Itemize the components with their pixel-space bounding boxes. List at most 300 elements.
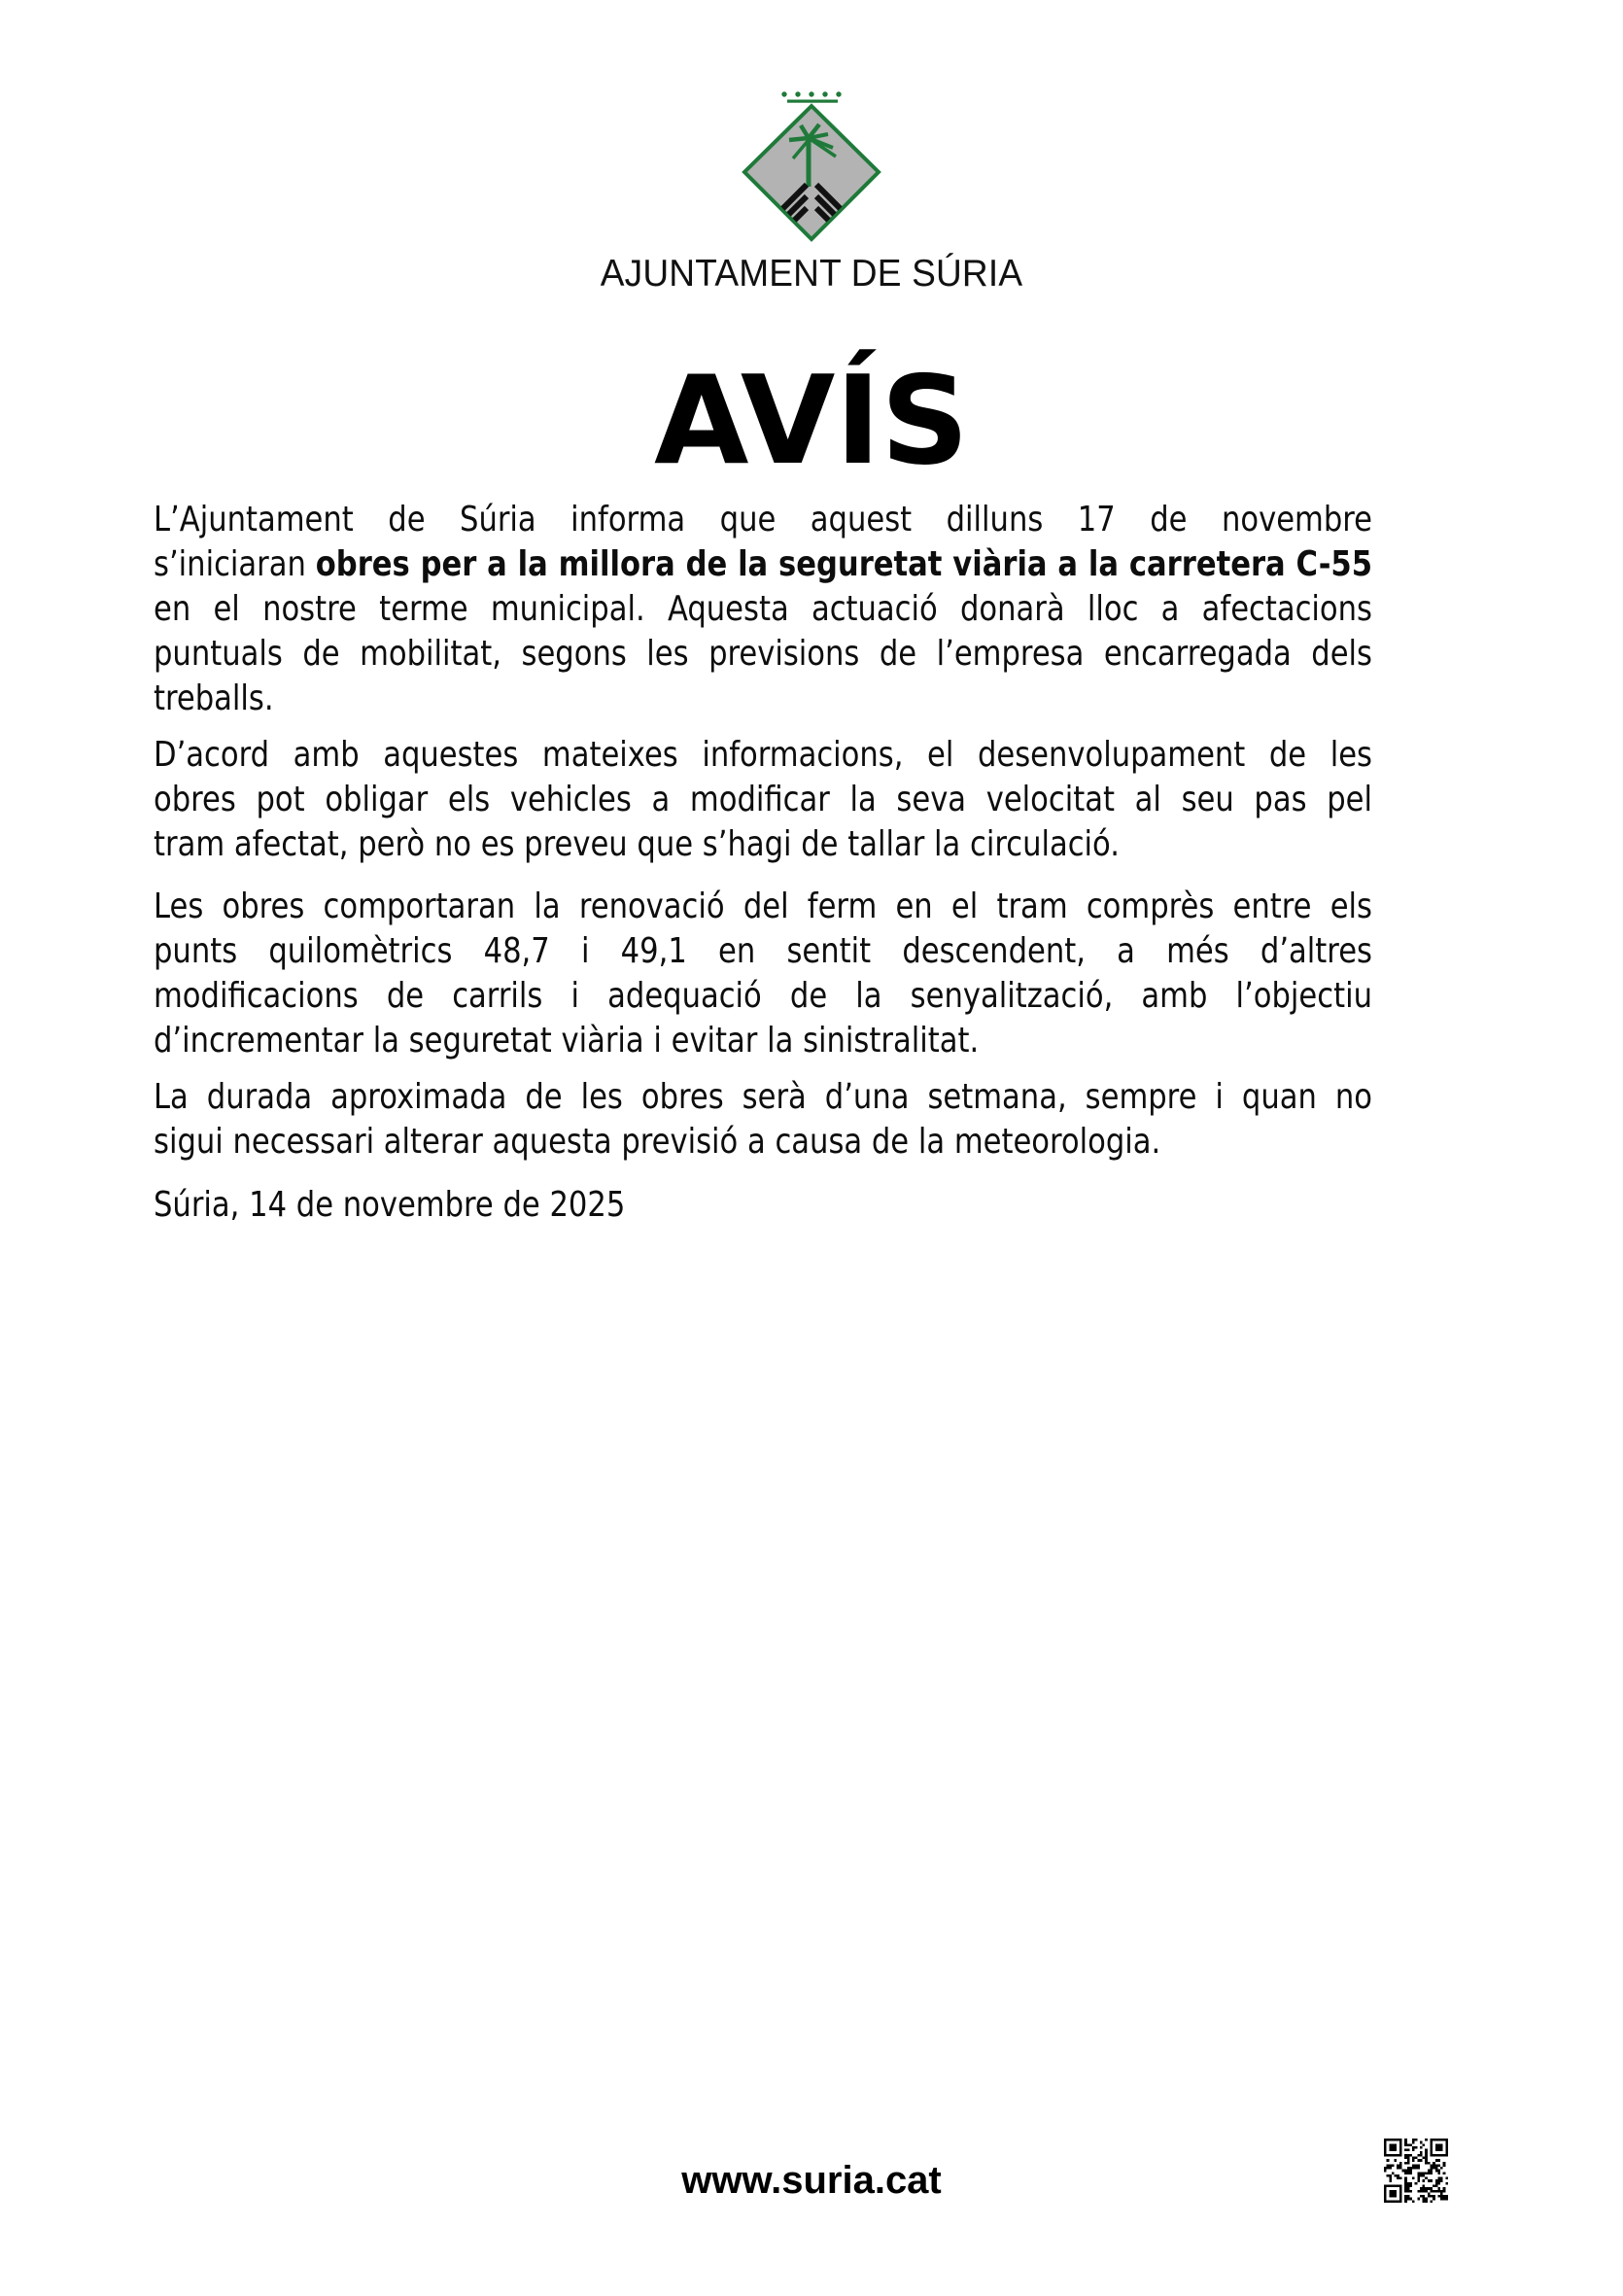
qr-module <box>1407 2159 1410 2162</box>
text-bold-highlight: obres per a la millora de la seguretat viària a la carretera C-55 <box>315 544 1372 584</box>
qr-module <box>1437 2172 1440 2174</box>
qr-module <box>1417 2167 1420 2170</box>
qr-module <box>1431 2200 1433 2203</box>
qr-module <box>1412 2139 1415 2141</box>
qr-module <box>1431 2141 1433 2144</box>
text-line: L’Ajuntament de Súria informa que aquest dilluns 17 de novembre <box>154 500 1372 539</box>
qr-module <box>1399 2177 1402 2180</box>
qr-module <box>1389 2164 1392 2167</box>
qr-module <box>1440 2177 1443 2180</box>
qr-module <box>1417 2177 1420 2180</box>
qr-module <box>1433 2185 1435 2188</box>
qr-module <box>1399 2141 1402 2144</box>
qr-module <box>1399 2192 1402 2195</box>
qr-module <box>1397 2164 1399 2167</box>
qr-module <box>1389 2143 1392 2146</box>
qr-module <box>1397 2200 1399 2203</box>
qr-module <box>1437 2159 1440 2162</box>
qr-module <box>1431 2154 1433 2157</box>
qr-module <box>1420 2141 1423 2144</box>
qr-module <box>1433 2154 1435 2157</box>
qr-module <box>1404 2170 1407 2173</box>
qr-module <box>1425 2198 1428 2201</box>
qr-module <box>1417 2164 1420 2167</box>
qr-module <box>1389 2185 1392 2188</box>
qr-module <box>1428 2179 1431 2182</box>
qr-module <box>1384 2143 1387 2146</box>
qr-module <box>1409 2190 1412 2193</box>
qr-module <box>1409 2143 1412 2146</box>
qr-module <box>1435 2154 1438 2157</box>
qr-module <box>1435 2185 1438 2188</box>
qr-module <box>1389 2167 1392 2170</box>
qr-module <box>1387 2154 1390 2157</box>
qr-module <box>1431 2151 1433 2154</box>
qr-module <box>1404 2143 1407 2146</box>
qr-module <box>1399 2162 1402 2165</box>
qr-module <box>1415 2167 1418 2170</box>
text-regular: s’iniciaran <box>154 544 306 584</box>
qr-module <box>1384 2149 1387 2152</box>
notice-title: AVÍS <box>653 349 970 492</box>
qr-module <box>1423 2198 1426 2201</box>
qr-module <box>1415 2164 1418 2167</box>
qr-module <box>1392 2154 1395 2157</box>
qr-module <box>1384 2154 1387 2157</box>
text-line: La durada aproximada de les obres serà d’una setmana, sempre i quan no <box>154 1077 1372 1117</box>
qr-module <box>1425 2162 1428 2165</box>
text-line: modificacions de carrils i adequació de la senyalització, amb l’objectiu <box>154 976 1372 1016</box>
qr-module <box>1399 2149 1402 2152</box>
paragraph-2 <box>154 733 1372 867</box>
qr-module <box>1417 2174 1420 2177</box>
qr-module <box>1443 2198 1446 2201</box>
qr-module <box>1415 2156 1418 2159</box>
qr-module <box>1417 2198 1420 2201</box>
qr-module <box>1412 2149 1415 2152</box>
qr-module <box>1420 2174 1423 2177</box>
qr-module <box>1399 2146 1402 2149</box>
qr-module <box>1445 2146 1448 2149</box>
text-line: Les obres comportaran la renovació del ferm en el tram comprès entre els <box>154 887 1372 926</box>
qr-module <box>1395 2143 1398 2146</box>
qr-module <box>1399 2151 1402 2154</box>
text-line <box>154 542 1372 587</box>
qr-module <box>1392 2149 1395 2152</box>
qr-module <box>1409 2198 1412 2201</box>
qr-module <box>1423 2187 1426 2190</box>
qr-module <box>1407 2195 1410 2198</box>
qr-module <box>1409 2182 1412 2185</box>
paragraph-1 <box>154 498 1372 721</box>
qr-module <box>1428 2170 1431 2173</box>
qr-module <box>1409 2167 1412 2170</box>
qr-module <box>1384 2192 1387 2195</box>
qr-module <box>1425 2200 1428 2203</box>
qr-module <box>1437 2187 1440 2190</box>
qr-module <box>1431 2190 1433 2193</box>
qr-module <box>1423 2190 1426 2193</box>
text-line: sigui necessari alterar aquesta previsió a causa de la meteorologia. <box>154 1122 1161 1162</box>
qr-module <box>1425 2187 1428 2190</box>
text-line: d’incrementar la seguretat viària i evitar la sinistralitat. <box>154 1021 980 1061</box>
qr-module <box>1404 2177 1407 2180</box>
qr-module <box>1417 2159 1420 2162</box>
qr-module <box>1437 2139 1440 2141</box>
qr-module <box>1435 2159 1438 2162</box>
qr-module <box>1407 2170 1410 2173</box>
qr-module <box>1437 2143 1440 2146</box>
qr-module <box>1404 2162 1407 2165</box>
qr-module <box>1415 2182 1418 2185</box>
qr-module <box>1440 2149 1443 2152</box>
qr-module <box>1404 2198 1407 2201</box>
qr-module <box>1412 2159 1415 2162</box>
qr-module <box>1425 2154 1428 2157</box>
qr-module <box>1389 2139 1392 2141</box>
qr-module <box>1404 2139 1407 2141</box>
qr-module <box>1387 2139 1390 2141</box>
qr-module <box>1437 2154 1440 2157</box>
qr-module <box>1404 2200 1407 2203</box>
qr-module <box>1433 2190 1435 2193</box>
qr-module <box>1443 2162 1446 2165</box>
qr-module <box>1440 2139 1443 2141</box>
qr-module <box>1431 2146 1433 2149</box>
text-line: treballs. <box>154 678 274 718</box>
qr-module <box>1409 2185 1412 2188</box>
qr-module <box>1425 2149 1428 2152</box>
qr-module <box>1395 2139 1398 2141</box>
qr-module <box>1420 2159 1423 2162</box>
qr-module <box>1425 2190 1428 2193</box>
qr-module <box>1387 2164 1390 2167</box>
qr-module <box>1387 2185 1390 2188</box>
qr-module <box>1425 2172 1428 2174</box>
qr-module <box>1437 2164 1440 2167</box>
qr-module <box>1431 2195 1433 2198</box>
qr-module <box>1412 2200 1415 2203</box>
qr-module <box>1423 2179 1426 2182</box>
qr-module <box>1399 2187 1402 2190</box>
organization-name: AJUNTAMENT DE SÚRIA <box>600 253 1023 295</box>
qr-module <box>1384 2151 1387 2154</box>
qr-module <box>1437 2190 1440 2193</box>
qr-module <box>1445 2154 1448 2157</box>
qr-module <box>1389 2146 1392 2149</box>
qr-module <box>1384 2200 1387 2203</box>
qr-module <box>1399 2167 1402 2170</box>
qr-module <box>1384 2198 1387 2201</box>
qr-module <box>1440 2167 1443 2170</box>
qr-module <box>1397 2167 1399 2170</box>
qr-module <box>1425 2139 1428 2141</box>
qr-module <box>1399 2143 1402 2146</box>
qr-module <box>1431 2179 1433 2182</box>
date-line <box>154 1183 1372 1228</box>
qr-module <box>1443 2190 1446 2193</box>
qr-module <box>1420 2151 1423 2154</box>
qr-module <box>1397 2185 1399 2188</box>
qr-module <box>1409 2170 1412 2173</box>
qr-module <box>1407 2187 1410 2190</box>
qr-module <box>1443 2187 1446 2190</box>
qr-module <box>1431 2170 1433 2173</box>
qr-code-icon[interactable] <box>1384 2139 1448 2203</box>
text-line: tram afectat, però no es preveu que s’hagi de tallar la circulació. <box>154 824 1120 864</box>
qr-module <box>1404 2190 1407 2193</box>
qr-module <box>1440 2146 1443 2149</box>
qr-module <box>1423 2143 1426 2146</box>
qr-module <box>1395 2200 1398 2203</box>
website-link[interactable]: www.suria.cat <box>681 2159 942 2202</box>
qr-module <box>1445 2198 1448 2201</box>
qr-module <box>1440 2154 1443 2157</box>
qr-module <box>1404 2187 1407 2190</box>
qr-module <box>1404 2182 1407 2185</box>
qr-module <box>1437 2177 1440 2180</box>
qr-module <box>1435 2182 1438 2185</box>
qr-module <box>1428 2192 1431 2195</box>
qr-module <box>1397 2139 1399 2141</box>
qr-module <box>1433 2167 1435 2170</box>
qr-module <box>1425 2156 1428 2159</box>
text-line: D’acord amb aquestes mateixes informacions, el desenvolupament de les <box>154 735 1372 775</box>
qr-module <box>1420 2190 1423 2193</box>
qr-module <box>1392 2192 1395 2195</box>
qr-module <box>1404 2185 1407 2188</box>
paragraph-3 <box>154 885 1372 1063</box>
qr-module <box>1392 2139 1395 2141</box>
qr-module <box>1404 2195 1407 2198</box>
qr-module <box>1399 2195 1402 2198</box>
qr-module <box>1397 2177 1399 2180</box>
qr-module <box>1445 2141 1448 2144</box>
qr-module <box>1433 2162 1435 2165</box>
qr-module <box>1437 2179 1440 2182</box>
qr-module <box>1399 2164 1402 2167</box>
qr-module <box>1399 2198 1402 2201</box>
qr-module <box>1389 2195 1392 2198</box>
qr-module <box>1407 2172 1410 2174</box>
qr-module <box>1389 2154 1392 2157</box>
qr-module <box>1423 2174 1426 2177</box>
qr-module <box>1428 2162 1431 2165</box>
qr-module <box>1395 2149 1398 2152</box>
qr-module <box>1395 2174 1398 2177</box>
qr-module <box>1389 2200 1392 2203</box>
qr-module <box>1399 2200 1402 2203</box>
qr-module <box>1440 2195 1443 2198</box>
notice-date: Súria, 14 de novembre de 2025 <box>154 1185 626 1225</box>
qr-module <box>1417 2179 1420 2182</box>
qr-module <box>1445 2151 1448 2154</box>
qr-module <box>1431 2164 1433 2167</box>
qr-module <box>1412 2146 1415 2149</box>
qr-module <box>1407 2162 1410 2165</box>
qr-module <box>1404 2156 1407 2159</box>
qr-module <box>1437 2170 1440 2173</box>
qr-module <box>1440 2179 1443 2182</box>
qr-module <box>1431 2167 1433 2170</box>
qr-module <box>1384 2141 1387 2144</box>
qr-module <box>1401 2170 1404 2173</box>
qr-module <box>1423 2172 1426 2174</box>
qr-module <box>1395 2185 1398 2188</box>
text-line: en el nostre terme municipal. Aquesta actuació donarà lloc a afectacions <box>154 589 1372 629</box>
qr-module <box>1420 2187 1423 2190</box>
qr-module <box>1387 2174 1390 2177</box>
qr-module <box>1445 2149 1448 2152</box>
qr-module <box>1431 2139 1433 2141</box>
qr-module <box>1423 2156 1426 2159</box>
qr-module <box>1389 2190 1392 2193</box>
qr-module <box>1392 2172 1395 2174</box>
qr-module <box>1417 2154 1420 2157</box>
qr-module <box>1433 2198 1435 2201</box>
qr-module <box>1440 2190 1443 2193</box>
qr-module <box>1397 2174 1399 2177</box>
qr-module <box>1387 2159 1390 2162</box>
qr-module <box>1437 2195 1440 2198</box>
qr-module <box>1387 2167 1390 2170</box>
qr-module <box>1415 2146 1418 2149</box>
qr-module <box>1392 2164 1395 2167</box>
qr-module <box>1395 2146 1398 2149</box>
qr-module <box>1445 2195 1448 2198</box>
qr-module <box>1425 2177 1428 2180</box>
qr-module <box>1392 2195 1395 2198</box>
qr-module <box>1389 2192 1392 2195</box>
qr-module <box>1387 2200 1390 2203</box>
qr-module <box>1428 2195 1431 2198</box>
qr-module <box>1423 2195 1426 2198</box>
qr-module <box>1384 2146 1387 2149</box>
qr-module <box>1412 2177 1415 2180</box>
paragraph-4 <box>154 1075 1372 1165</box>
qr-module <box>1423 2200 1426 2203</box>
qr-module <box>1417 2190 1420 2193</box>
qr-module <box>1399 2185 1402 2188</box>
qr-module <box>1404 2149 1407 2152</box>
qr-module <box>1435 2143 1438 2146</box>
qr-module <box>1435 2146 1438 2149</box>
qr-module <box>1443 2172 1446 2174</box>
qr-module <box>1440 2143 1443 2146</box>
qr-module <box>1431 2143 1433 2146</box>
qr-module <box>1443 2154 1446 2157</box>
qr-module <box>1404 2179 1407 2182</box>
qr-module <box>1384 2190 1387 2193</box>
qr-module <box>1412 2164 1415 2167</box>
qr-module <box>1445 2143 1448 2146</box>
qr-module <box>1428 2187 1431 2190</box>
qr-module <box>1415 2139 1418 2141</box>
qr-module <box>1407 2198 1410 2201</box>
qr-module <box>1440 2192 1443 2195</box>
qr-module <box>1407 2185 1410 2188</box>
qr-module <box>1409 2172 1412 2174</box>
qr-module <box>1437 2146 1440 2149</box>
qr-module <box>1395 2159 1398 2162</box>
qr-module <box>1407 2190 1410 2193</box>
qr-module <box>1435 2139 1438 2141</box>
qr-module <box>1407 2156 1410 2159</box>
qr-module <box>1389 2174 1392 2177</box>
qr-module <box>1435 2170 1438 2173</box>
qr-module <box>1445 2177 1448 2180</box>
qr-module <box>1399 2190 1402 2193</box>
qr-module <box>1404 2172 1407 2174</box>
qr-module <box>1395 2195 1398 2198</box>
qr-module <box>1384 2185 1387 2188</box>
qr-module <box>1431 2187 1433 2190</box>
shield-diamond <box>744 106 879 239</box>
qr-module <box>1407 2167 1410 2170</box>
qr-module <box>1435 2149 1438 2152</box>
qr-module <box>1435 2179 1438 2182</box>
qr-module <box>1404 2141 1407 2144</box>
qr-module <box>1412 2156 1415 2159</box>
qr-module <box>1395 2192 1398 2195</box>
qr-module <box>1404 2154 1407 2157</box>
qr-module <box>1399 2154 1402 2157</box>
qr-module <box>1431 2172 1433 2174</box>
text-line: obres pot obligar els vehicles a modificar la seva velocitat al seu pas pel <box>154 780 1372 819</box>
qr-module <box>1407 2182 1410 2185</box>
qr-module <box>1435 2164 1438 2167</box>
qr-module <box>1433 2195 1435 2198</box>
qr-module <box>1420 2146 1423 2149</box>
qr-module <box>1395 2154 1398 2157</box>
qr-module <box>1407 2154 1410 2157</box>
qr-module <box>1435 2167 1438 2170</box>
qr-module <box>1420 2154 1423 2157</box>
qr-module <box>1425 2159 1428 2162</box>
qr-module <box>1417 2172 1420 2174</box>
qr-module <box>1433 2164 1435 2167</box>
qr-module <box>1392 2143 1395 2146</box>
crown-icon <box>781 91 841 102</box>
qr-module <box>1443 2164 1446 2167</box>
qr-module <box>1428 2172 1431 2174</box>
qr-module <box>1399 2139 1402 2141</box>
qr-module <box>1433 2139 1435 2141</box>
qr-module <box>1384 2187 1387 2190</box>
qr-module <box>1437 2149 1440 2152</box>
qr-module <box>1435 2190 1438 2193</box>
qr-module <box>1440 2198 1443 2201</box>
qr-module <box>1392 2185 1395 2188</box>
qr-module <box>1392 2146 1395 2149</box>
qr-module <box>1425 2151 1428 2154</box>
qr-module <box>1384 2170 1387 2173</box>
qr-module <box>1420 2195 1423 2198</box>
qr-module <box>1420 2172 1423 2174</box>
qr-module <box>1412 2167 1415 2170</box>
qr-module <box>1389 2177 1392 2180</box>
text-line: punts quilomètrics 48,7 i 49,1 en sentit descendent, a més d’altres <box>154 931 1372 971</box>
qr-module <box>1392 2190 1395 2193</box>
qr-module <box>1384 2139 1387 2141</box>
qr-module <box>1395 2190 1398 2193</box>
text-line: puntuals de mobilitat, segons les previsions de l’empresa encarregada dels <box>154 634 1372 674</box>
qr-module <box>1437 2182 1440 2185</box>
qr-module <box>1392 2200 1395 2203</box>
qr-module <box>1445 2182 1448 2185</box>
qr-module <box>1384 2167 1387 2170</box>
qr-module <box>1409 2154 1412 2157</box>
